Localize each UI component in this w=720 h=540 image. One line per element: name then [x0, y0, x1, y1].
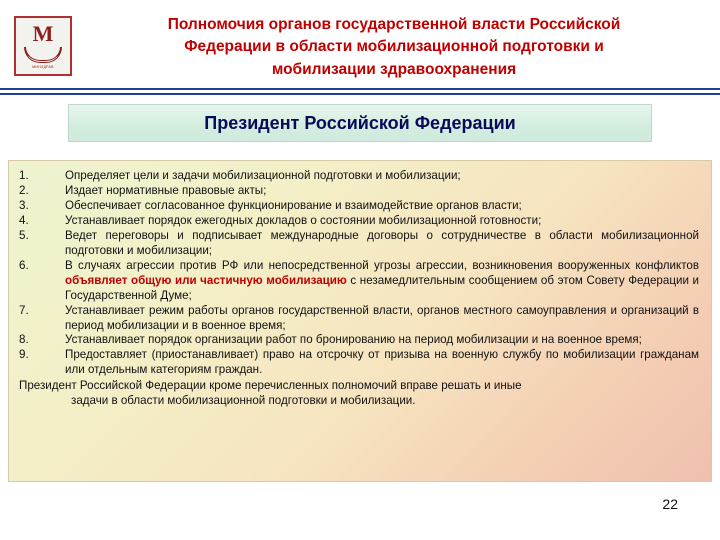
list-item-text-after: с незамедлительным сообщением об этом Совету Федерации и Государственной Думе; [65, 273, 700, 302]
list-item [15, 169, 701, 184]
title-line-2: Федерации в области мобилизационной подготовки и [184, 38, 604, 56]
section-banner-label: Президент Российской Федерации [204, 112, 516, 133]
list-item-text: Устанавливает порядок ежегодных докладов о состоянии мобилизационной готовности; [65, 213, 542, 227]
list-item [15, 229, 701, 259]
list-item-text: Устанавливает режим работы органов государственной власти, органов местного самоуправления и организаций в период мобилизации и в военное время; [65, 303, 699, 332]
emblem-monogram: М [32, 21, 54, 46]
list-item-number: 1. [19, 169, 29, 182]
list-item-text: Устанавливает порядок организации работ по бронированию на период мобилизации и на военное время; [65, 333, 642, 347]
list-item-text: Определяет цели и задачи мобилизационной подготовки и мобилизации; [65, 169, 461, 182]
list-item-highlight: объявляет общую или частичную мобилизацию [65, 273, 347, 287]
list-item-text [65, 259, 701, 304]
list-item-number: 6. [19, 258, 29, 272]
list-item-number: 4. [19, 213, 29, 227]
list-item-number: 9. [19, 348, 29, 362]
page-number: 22 [662, 496, 678, 512]
list-item-number: 5. [19, 228, 29, 242]
content-panel [8, 160, 712, 482]
list-item [15, 184, 701, 199]
list-item-text: Обеспечивает согласованное функционирование и взаимодействие органов власти; [65, 198, 522, 212]
emblem-inner [23, 23, 63, 69]
title-line-3: мобилизации здравоохранения [271, 60, 517, 78]
list-item-number: 2. [19, 183, 29, 197]
title-line-1: Полномочия органов государственной власти Российской [167, 16, 621, 33]
closing-line-1: Президент Российской Федерации кроме перечисленных полномочий вправе решать и иные [19, 379, 522, 393]
ministry-emblem-icon [14, 16, 72, 76]
list-item-number: 8. [19, 333, 29, 347]
header [0, 0, 720, 90]
header-divider-bottom [0, 93, 720, 95]
list-item-number: 3. [19, 198, 29, 212]
closing-paragraph [15, 379, 701, 409]
list-item-text: Ведет переговоры и подписывает международные договоры о сотрудничестве в области мобилизационной подготовки и мобилизации; [65, 228, 699, 257]
list-item-number: 7. [19, 303, 29, 317]
emblem-caption: МИНЗДРАВ [32, 65, 54, 69]
list-item [15, 333, 701, 348]
list-item [15, 199, 701, 214]
list-item [15, 304, 701, 334]
closing-line-2: задачи в области мобилизационной подготовки и мобилизации. [71, 394, 416, 408]
section-banner [68, 104, 652, 142]
list-item [15, 214, 701, 229]
page-title [80, 14, 708, 81]
list-item-text: Предоставляет (приостанавливает) право на отсрочку от призыва на военную службу по мобилизации гражданам или отдельным категориям граждан. [65, 348, 699, 377]
list-item [15, 259, 701, 304]
list-item [15, 348, 701, 378]
list-item-text: Издает нормативные правовые акты; [65, 183, 267, 197]
emblem-wreath-icon [24, 47, 62, 63]
header-divider-top [0, 88, 720, 90]
list-item-text-before: В случаях агрессии против РФ или непосредственной угрозы агрессии, возникновения вооруженных конфликтов [65, 258, 699, 272]
